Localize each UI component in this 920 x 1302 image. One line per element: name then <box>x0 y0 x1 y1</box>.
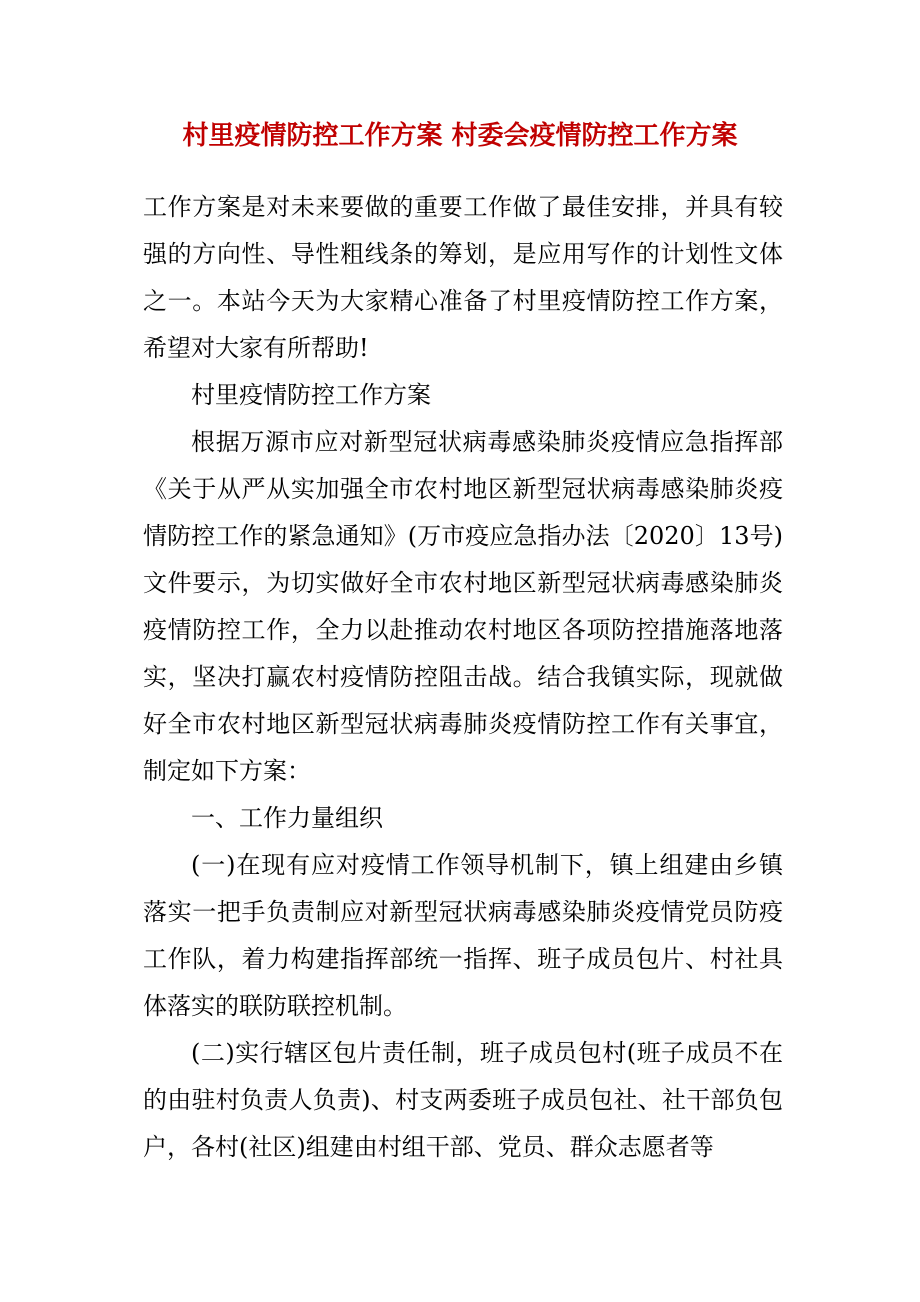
body-paragraph: (一)在现有应对疫情工作领导机制下，镇上组建由乡镇落实一把手负责制应对新型冠状病毒感染肺炎疫情党员防疫工作队，着力构建指挥部统一指挥、班子成员包片、村社具体落实的联防联控机制。 <box>143 851 783 1020</box>
document-title: 村里疫情防控工作方案 村委会疫情防控工作方案 <box>182 121 738 151</box>
document-body <box>143 184 783 1171</box>
section-heading: 村里疫情防控工作方案 <box>191 381 431 409</box>
body-paragraph: 根据万源市应对新型冠状病毒感染肺炎疫情应急指挥部《关于从严从实加强全市农村地区新型冠状病毒感染肺炎疫情防控工作的紧急通知》(万市疫应急指办法〔2020〕13号)文件要示，为切实做好全市农村地区新型冠状病毒感染肺炎疫情防控工作，全力以赴推动农村地区各项防控措施落地落实，坚决打赢农村疫情防控阻击战。结合我镇实际，现就做好全市农村地区新型冠状病毒肺炎疫情防控工作有关事宜，制定如下方案： <box>143 428 783 785</box>
intro-paragraph: 工作方案是对未来要做的重要工作做了最佳安排，并具有较强的方向性、导性粗线条的筹划，是应用写作的计划性文体之一。本站今天为大家精心准备了村里疫情防控工作方案，希望对大家有所帮助! <box>143 193 783 362</box>
body-paragraph: (二)实行辖区包片责任制，班子成员包村(班子成员不在的由驻村负责人负责)、村支两委班子成员包社、社干部负包户，各村(社区)组建由村组干部、党员、群众志愿者等 <box>143 1039 783 1161</box>
subsection-heading: 一、工作力量组织 <box>191 804 383 832</box>
